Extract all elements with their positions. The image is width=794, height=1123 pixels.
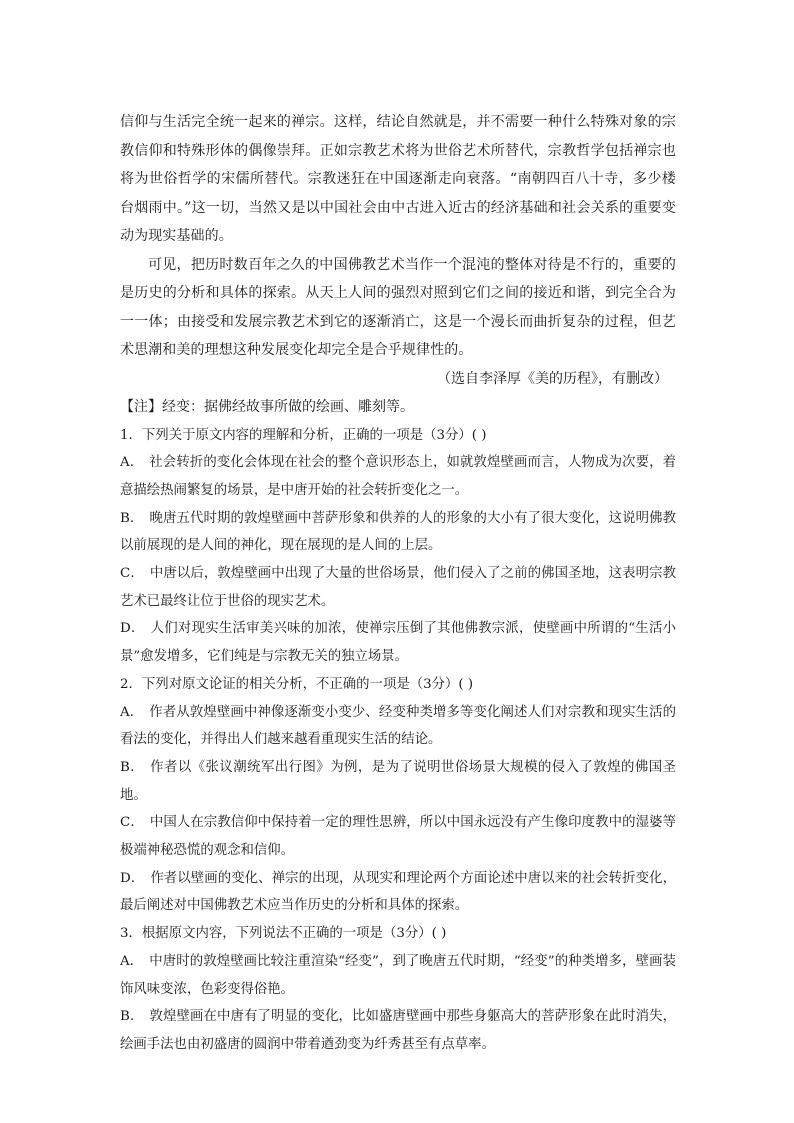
question-option — [120, 560, 676, 615]
question-option — [120, 1003, 676, 1058]
option-text: 中唐时的敦煌壁画比较注重渲染“经变”，到了晚唐五代时期，“经变”的种类增多，壁画装饰风味变浓，色彩变得俗艳。 — [120, 953, 676, 997]
option-text: 作者从敦煌壁画中神像逐渐变小变少、经变种类增多等变化阐述人们对宗教和现实生活的看法的变化，并得出人们越来越看重现实生活的结论。 — [120, 704, 676, 748]
option-text: 中国人在宗教信仰中保持着一定的理性思辨，所以中国永远没有产生像印度教中的湿婆等极端神秘恐慌的观念和信仰。 — [120, 815, 676, 859]
option-letter: B． — [120, 1009, 144, 1025]
option-text: 作者以壁画的变化、禅宗的出现，从现实和理论两个方面论述中唐以来的社会转折变化，最后阐述对中国佛教艺术应当作历史的分析和具体的探索。 — [120, 870, 676, 914]
option-text: 社会转折的变化会体现在社会的整个意识形态上，如就敦煌壁画而言，人物成为次要，着意描绘热闹繁复的场景，是中唐开始的社会转折变化之一。 — [120, 455, 676, 498]
passage-note: 【注】经变：据佛经故事所做的绘画、雕刻等。 — [120, 399, 414, 415]
document-page — [120, 108, 676, 1059]
question-option — [120, 699, 676, 754]
option-letter: B． — [120, 759, 145, 775]
question-option — [120, 865, 676, 920]
option-text: 中唐以后，敦煌壁画中出现了大量的世俗场景，他们侵入了之前的佛国圣地，这表明宗教艺术已最终让位于世俗的现实艺术。 — [120, 566, 676, 609]
option-letter: A． — [120, 704, 144, 720]
option-letter: D． — [120, 621, 145, 637]
question-option — [120, 754, 676, 809]
option-letter: B． — [120, 510, 144, 526]
passage-paragraph-2: 可见，把历时数百年之久的中国佛教艺术当作一个混沌的整体对待是不行的，重要的是历史的分析和具体的探索。从天上人间的强烈对照到它们之间的接近和谐，到完全合为一一体；由接受和发展宗教艺术到它的逐渐消亡，这是一个漫长而曲折复杂的过程，但艺术思潮和美的理想这种发展变化却完全是合乎规律性的。 — [120, 256, 676, 358]
passage-paragraph-1: 信仰与生活完全统一起来的禅宗。这样，结论自然就是，并不需要一种什么特殊对象的宗教信仰和特殊形体的偶像崇拜。正如宗教艺术将为世俗艺术所替代，宗教哲学包括禅宗也将为世俗哲学的宋儒所替代。宗教迷狂在中国逐渐走向衰落。“南朝四百八十寺，多少楼台烟雨中。”这一切，当然又是以中国社会由中古进入近古的经济基础和社会关系的重要变动为现实基础的。 — [120, 114, 676, 244]
option-text: 晚唐五代时期的敦煌壁画中菩萨形象和供养的人的形象的大小有了很大变化，这说明佛教以前展现的是人间的神化，现在展现的是人间的上层。 — [120, 510, 677, 554]
question-3 — [120, 920, 676, 1059]
question-stem: 3．根据原文内容，下列说法不正确的一项是（3分）( ) — [120, 926, 447, 942]
option-text: 作者以《张议潮统军出行图》为例，是为了说明世俗场景大规模的侵入了敦煌的佛国圣地。 — [120, 759, 676, 803]
option-letter: A． — [120, 953, 144, 969]
question-1 — [120, 422, 676, 671]
passage-source: （选自李泽厚《美的历程》，有删改） — [437, 370, 668, 387]
question-option — [120, 449, 676, 504]
option-letter: A． — [120, 455, 144, 471]
question-2 — [120, 671, 676, 920]
question-option — [120, 948, 676, 1003]
option-letter: D． — [120, 870, 145, 886]
question-option — [120, 809, 676, 864]
question-stem: 1．下列关于原文内容的理解和分析，正确的一项是（3分）( ) — [120, 427, 487, 443]
option-text: 人们对现实生活审美兴味的加浓，使禅宗压倒了其他佛教宗派，使壁画中所谓的“生活小景”愈发增多，它们纯是与宗教无关的独立场景。 — [120, 621, 676, 665]
option-letter: C． — [120, 815, 144, 831]
question-option — [120, 615, 676, 670]
question-option — [120, 505, 676, 560]
option-letter: C． — [120, 566, 144, 582]
question-stem: 2．下列对原文论证的相关分析，不正确的一项是（3分）( ) — [120, 676, 474, 692]
option-text: 敦煌壁画在中唐有了明显的变化，比如盛唐壁画中那些身躯高大的菩萨形象在此时消失，绘画手法也由初盛唐的圆润中带着遒劲变为纤秀甚至有点草率。 — [120, 1009, 677, 1052]
